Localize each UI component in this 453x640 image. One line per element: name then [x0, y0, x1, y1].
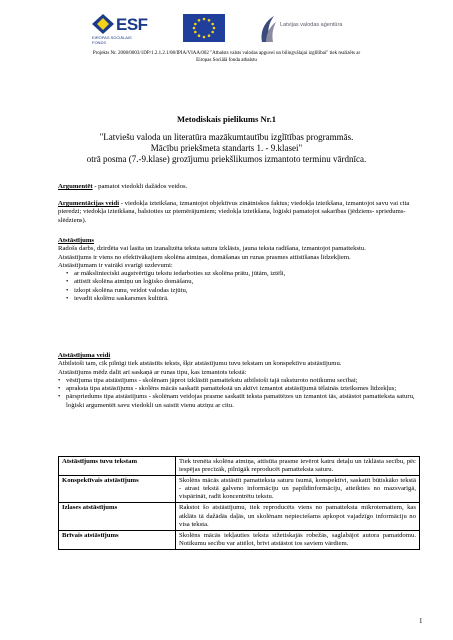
paragraph: Radošs darbs, dzirdēta vai lasīta un izanalizēta teksta satura izklāsts, jauna teksta radīšana, izmantojot pamattekstu. [58, 245, 366, 253]
eu-flag-icon [183, 14, 225, 42]
term-argumentet: Argumentēt [58, 183, 93, 190]
document-subtitle [40, 132, 413, 165]
table-term: Izlases atstāstījums [59, 503, 176, 530]
list-item: • apraksta tipa atstāstījums - skolēns mācās saskatīt pamattekstā un aktīvi izmantot atstāstījumā tēlainās izteiksmes līdzekļus; [58, 385, 418, 393]
project-line-1: Projekts Nr. 2008/0003/1DP/1.2.1.2.1/08/IPIA/VIAA/002 "Atbalsts valsts valodas apguvei un bilingvālajai izglītībai" tiek realizēts ar [92, 51, 361, 56]
definition-argumentet: - pamatot viedokli dažādos veidos. [92, 183, 188, 190]
agency-emblem-icon [258, 14, 278, 44]
section-atstastijuma-veidi [58, 352, 418, 410]
list-item: • ievadīt skolēnu saskarsmes kultūrā. [66, 295, 418, 303]
heading-atstastijums: Atstāstījums [58, 237, 95, 244]
paragraph: Atstāstījumam ir vairāki svarīgi uzdevumi: [58, 261, 173, 269]
agency-logo-text: Latvijas valodas aģentūra [280, 22, 343, 28]
entry-argumentacijas-veidi [58, 200, 418, 225]
definitions-table [58, 456, 420, 550]
definition-argumentacijas-veidi: - viedokļa izteikšana, izmantojot objektīvus zinātniskos faktus; viedokļa izteikšana, izmantojot savu vai cita pieredzi; viedokļa izteikšana, balstoties uz piemērājumiem; viedokļa izteikšana, loģiski pamatojot sakarības (jēdziens- spriedums- slēdziens). [58, 200, 410, 224]
table-row [59, 476, 420, 503]
paragraph: Atstāstījums ir viens no efektīvākajiem skolēna atmiņas, domāšanas un runas prasmes attīstīšanas līdzekļiem. [58, 253, 351, 261]
table-row [59, 457, 420, 476]
heading-atstastijuma-veidi: Atstāstījuma veidi [58, 352, 111, 359]
entry-argumentet [58, 183, 418, 191]
subtitle-line-2: Mācību priekšmeta standarts 1. - 9.klasei" [150, 143, 303, 153]
term-argumentacijas-veidi: Argumentācijas veidi [58, 200, 120, 207]
table-definition: Skolēns mācās atstāstīt pamatteksta saturu īsumā, konspektīvi, saskatīt būtiskāko tekstā - atrast tekstā galveno informāciju un papildinformāciju, atteikties no mazsvarīgā, vispārināt, radīt koncentrētu tekstu. [176, 476, 420, 503]
types-list [58, 377, 418, 410]
list-item: • ar mākslinieciski augstvērtīgu tekstu iedarboties uz skolēna prātu, jūtām, iztēli, [66, 270, 418, 278]
esf-logo [92, 14, 152, 46]
table-row [59, 530, 420, 549]
logo-bar [0, 12, 453, 46]
paragraph: Atstāstījums mēdz dalīt arī saskaņā ar runas tipu, kas izmantots tekstā: [58, 368, 247, 376]
table-definition: Tiek trenēta skolēna atmiņa, attīstīta prasme ievērot katru detaļu un izklāsta secību, pēc iespējas precīzāk, pilnīgāk reproducēt pamatteksta saturu. [176, 457, 420, 476]
list-item: • attīstīt skolēna atmiņu un loģisko domāšanu, [66, 278, 418, 286]
esf-logo-subtext: EIROPAS SOCIĀLAIS FONDS [92, 35, 132, 45]
list-item: • pārspriedums tipa atstāstījums - skolēnam veidojas prasme saskatīt teksta pamattēzes un izmantot tās, atstāstot pamatteksta saturu, loģiski argumentēt savu viedokli un saistīt vienu atziņu ar citu. [58, 393, 418, 410]
table-row [59, 503, 420, 530]
table-term: Atstāstījums tuvu tekstam [59, 457, 176, 476]
table-term: Brīvais atstāstījums [59, 530, 176, 549]
subtitle-line-3: otrā posma (7.-9.klase) grozījumu priekšlikumos izmantoto terminu vārdnīca. [86, 154, 367, 164]
page-number: 1 [419, 617, 423, 625]
esf-emblem-icon [92, 14, 114, 34]
table-definition: Rakstot šo atstāstījumu, tiek reproducēts viens no pamatteksta mikrotematiem, kas atklāts tā dažādās daļās, un skolēnam nepieciešams apkopot vajadzīgo informāciju no visa teksta. [176, 503, 420, 530]
project-line-2: Eiropas Sociālā fonda atbalstu [196, 58, 257, 63]
task-list [58, 270, 418, 303]
paragraph: Atbilstoši tam, cik pilnīgi tiek atstāstīts teksts, šķir atstāstījumu tuvu tekstam un konspektīvu atstāstījumu. [58, 360, 342, 368]
table-definition: Skolēns mācās iekļauties teksta sižetiskajās robežās, saglabājot autora pamatdomu. Notikumu secību var attēlot, brīvi atstāstot tos saviem vārdiem. [176, 530, 420, 549]
subtitle-line-1: "Latviešu valoda un literatūra mazākumtautību izglītības programmās. [99, 132, 354, 142]
agency-logo [258, 12, 358, 46]
document-title: Metodiskais pielikums Nr.1 [176, 114, 277, 124]
section-atstastijums [58, 237, 418, 303]
table-term: Konspektīvais atstāstījums [59, 476, 176, 503]
esf-logo-text: ESF [116, 15, 148, 34]
project-info [40, 50, 413, 64]
list-item: • vēstījuma tipa atstāstījums - skolēnam jāprot izklāstīt pamattekstu atbilstoši tajā raksturoto notikumu secībai; [58, 377, 418, 385]
list-item: • izkopt skolēna runu, veidot valodas izjūtu, [66, 287, 418, 295]
